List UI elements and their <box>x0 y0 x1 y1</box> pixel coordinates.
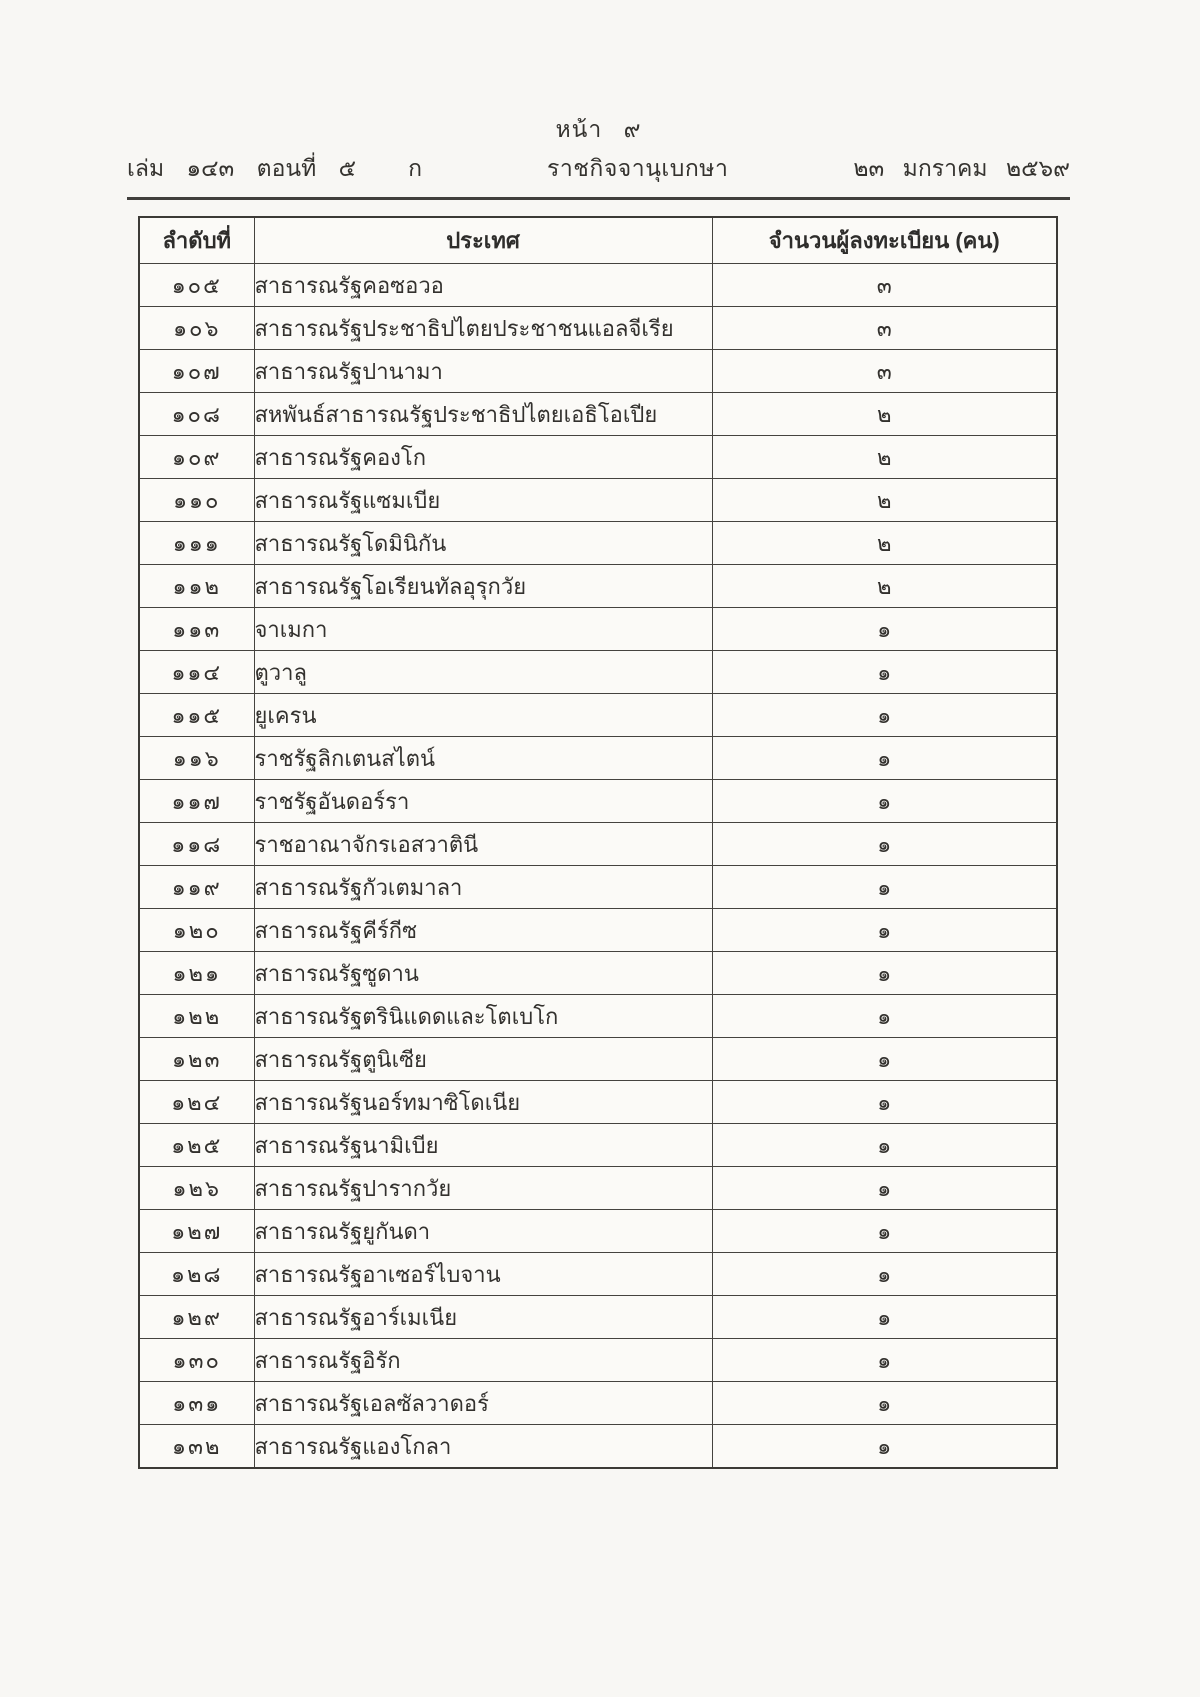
row-country: สาธารณรัฐคีร์กีซ <box>254 909 712 952</box>
row-count: ๑ <box>712 952 1057 995</box>
row-count: ๑ <box>712 866 1057 909</box>
row-index: ๑๓๒ <box>139 1425 254 1469</box>
column-header-country: ประเทศ <box>254 217 712 264</box>
row-country: จาเมกา <box>254 608 712 651</box>
table-row <box>139 264 1057 307</box>
row-count: ๑ <box>712 1210 1057 1253</box>
row-country: สาธารณรัฐกัวเตมาลา <box>254 866 712 909</box>
table-row <box>139 393 1057 436</box>
row-index: ๑๑๓ <box>139 608 254 651</box>
row-index: ๑๒๓ <box>139 1038 254 1081</box>
row-index: ๑๒๗ <box>139 1210 254 1253</box>
row-index: ๑๓๐ <box>139 1339 254 1382</box>
table-header-row <box>139 217 1057 264</box>
page-number: หน้า ๙ <box>555 116 642 142</box>
row-count: ๒ <box>712 479 1057 522</box>
row-country: สาธารณรัฐปานามา <box>254 350 712 393</box>
row-country: สาธารณรัฐเอลซัลวาดอร์ <box>254 1382 712 1425</box>
table-row <box>139 1425 1057 1469</box>
row-index: ๑๑๗ <box>139 780 254 823</box>
row-count: ๒ <box>712 393 1057 436</box>
table-row <box>139 479 1057 522</box>
table-row <box>139 909 1057 952</box>
row-count: ๑ <box>712 823 1057 866</box>
table-row <box>139 995 1057 1038</box>
row-index: ๑๐๙ <box>139 436 254 479</box>
table-row <box>139 565 1057 608</box>
row-count: ๑ <box>712 995 1057 1038</box>
row-country: สาธารณรัฐซูดาน <box>254 952 712 995</box>
row-count: ๑ <box>712 909 1057 952</box>
table-row <box>139 823 1057 866</box>
row-index: ๑๑๒ <box>139 565 254 608</box>
table-row <box>139 694 1057 737</box>
row-country: สาธารณรัฐแซมเบีย <box>254 479 712 522</box>
masthead <box>127 151 1070 187</box>
row-country: สาธารณรัฐคองโก <box>254 436 712 479</box>
row-index: ๑๐๘ <box>139 393 254 436</box>
section-letter: ก <box>408 155 422 181</box>
row-count: ๑ <box>712 1382 1057 1425</box>
row-country: สาธารณรัฐยูกันดา <box>254 1210 712 1253</box>
row-index: ๑๑๕ <box>139 694 254 737</box>
row-count: ๒ <box>712 565 1057 608</box>
row-count: ๓ <box>712 264 1057 307</box>
table-row <box>139 1339 1057 1382</box>
row-index: ๑๐๕ <box>139 264 254 307</box>
row-count: ๒ <box>712 436 1057 479</box>
row-country: สหพันธ์สาธารณรัฐประชาธิปไตยเอธิโอเปีย <box>254 393 712 436</box>
row-country: ตูวาลู <box>254 651 712 694</box>
row-index: ๑๒๑ <box>139 952 254 995</box>
row-count: ๑ <box>712 780 1057 823</box>
row-country: สาธารณรัฐแองโกลา <box>254 1425 712 1469</box>
row-index: ๑๒๕ <box>139 1124 254 1167</box>
row-country: สาธารณรัฐประชาธิปไตยประชาชนแอลจีเรีย <box>254 307 712 350</box>
row-index: ๑๑๔ <box>139 651 254 694</box>
registration-table <box>138 216 1058 1469</box>
row-count: ๒ <box>712 522 1057 565</box>
row-country: สาธารณรัฐนามิเบีย <box>254 1124 712 1167</box>
row-country: สาธารณรัฐอาเซอร์ไบจาน <box>254 1253 712 1296</box>
row-index: ๑๑๑ <box>139 522 254 565</box>
row-country: สาธารณรัฐโอเรียนทัลอุรุกวัย <box>254 565 712 608</box>
table-row <box>139 1124 1057 1167</box>
row-country: ราชรัฐอันดอร์รา <box>254 780 712 823</box>
row-index: ๑๒๒ <box>139 995 254 1038</box>
table-row <box>139 307 1057 350</box>
row-country: ราชรัฐลิกเตนสไตน์ <box>254 737 712 780</box>
table-row <box>139 1038 1057 1081</box>
column-header-count: จำนวนผู้ลงทะเบียน (คน) <box>712 217 1057 264</box>
table-body <box>139 264 1057 1469</box>
row-index: ๑๒๙ <box>139 1296 254 1339</box>
table-row <box>139 1081 1057 1124</box>
row-index: ๑๒๐ <box>139 909 254 952</box>
volume-info <box>127 151 422 187</box>
column-header-index: ลำดับที่ <box>139 217 254 264</box>
publication-date: ๒๓ มกราคม ๒๕๖๙ <box>853 155 1070 181</box>
gazette-title: ราชกิจจานุเบกษา <box>547 155 729 181</box>
row-country: ยูเครน <box>254 694 712 737</box>
row-country: ราชอาณาจักรเอสวาตินี <box>254 823 712 866</box>
table-row <box>139 1167 1057 1210</box>
row-index: ๑๑๖ <box>139 737 254 780</box>
header-rule <box>127 197 1070 200</box>
table-row <box>139 436 1057 479</box>
row-count: ๑ <box>712 1124 1057 1167</box>
row-count: ๑ <box>712 1167 1057 1210</box>
row-country: สาธารณรัฐคอซอวอ <box>254 264 712 307</box>
row-count: ๑ <box>712 1038 1057 1081</box>
table-row <box>139 866 1057 909</box>
row-country: สาธารณรัฐตูนิเซีย <box>254 1038 712 1081</box>
row-country: สาธารณรัฐโดมินิกัน <box>254 522 712 565</box>
table-row <box>139 780 1057 823</box>
row-country: สาธารณรัฐปารากวัย <box>254 1167 712 1210</box>
row-index: ๑๐๗ <box>139 350 254 393</box>
row-count: ๑ <box>712 737 1057 780</box>
row-index: ๑๑๐ <box>139 479 254 522</box>
row-count: ๑ <box>712 1296 1057 1339</box>
row-index: ๑๑๙ <box>139 866 254 909</box>
row-count: ๑ <box>712 1253 1057 1296</box>
row-index: ๑๒๖ <box>139 1167 254 1210</box>
row-index: ๑๒๔ <box>139 1081 254 1124</box>
row-count: ๓ <box>712 350 1057 393</box>
table-row <box>139 522 1057 565</box>
table-row <box>139 1382 1057 1425</box>
row-index: ๑๐๖ <box>139 307 254 350</box>
row-country: สาธารณรัฐตรินิแดดและโตเบโก <box>254 995 712 1038</box>
row-count: ๑ <box>712 608 1057 651</box>
volume-part-label: เล่ม ๑๔๓ ตอนที่ ๕ <box>127 155 357 181</box>
table-row <box>139 608 1057 651</box>
table-row <box>139 651 1057 694</box>
row-index: ๑๒๘ <box>139 1253 254 1296</box>
table-row <box>139 1296 1057 1339</box>
row-country: สาธารณรัฐอิรัก <box>254 1339 712 1382</box>
row-count: ๑ <box>712 1339 1057 1382</box>
table-row <box>139 350 1057 393</box>
row-count: ๓ <box>712 307 1057 350</box>
row-count: ๑ <box>712 694 1057 737</box>
table-row <box>139 1253 1057 1296</box>
row-index: ๑๑๘ <box>139 823 254 866</box>
table-row <box>139 1210 1057 1253</box>
row-count: ๑ <box>712 1081 1057 1124</box>
row-index: ๑๓๑ <box>139 1382 254 1425</box>
row-country: สาธารณรัฐนอร์ทมาซิโดเนีย <box>254 1081 712 1124</box>
row-count: ๑ <box>712 651 1057 694</box>
table-row <box>139 737 1057 780</box>
row-country: สาธารณรัฐอาร์เมเนีย <box>254 1296 712 1339</box>
row-count: ๑ <box>712 1425 1057 1469</box>
table-row <box>139 952 1057 995</box>
